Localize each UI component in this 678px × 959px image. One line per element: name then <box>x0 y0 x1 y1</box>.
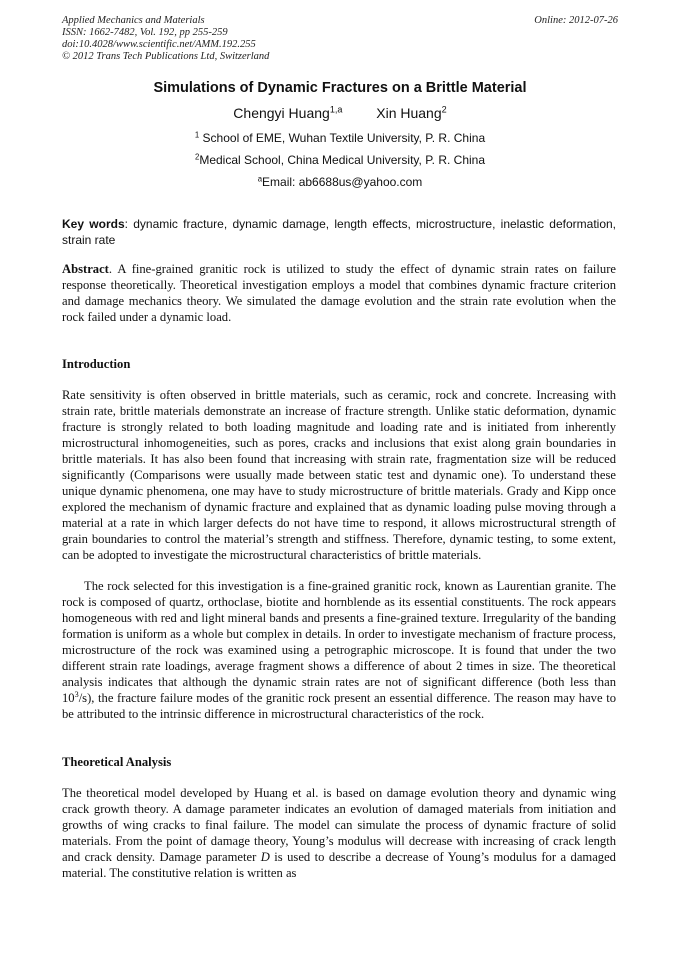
affiliation-email <box>62 175 618 189</box>
paragraph-text: /s), the fracture failure modes of the granitic rock present an essential difference. The reason may have to be attributed to the intrinsic difference in microstructural characteristics of the rock. <box>62 690 616 721</box>
paragraph-text: is used to describe a decrease of Young’s modulus for a damaged material. The constitutive relation is written as <box>62 849 616 880</box>
section-heading-introduction: Introduction <box>62 357 131 371</box>
journal-header <box>62 15 618 63</box>
journal-name: Applied Mechanics and Materials <box>62 15 205 26</box>
introduction-paragraph-2 <box>62 579 616 723</box>
doi-line: doi:10.4028/www.scientific.net/AMM.192.255 <box>62 39 256 50</box>
affiliation-sup: 1 <box>194 130 200 140</box>
author-name: Chengyi Huang <box>233 105 330 121</box>
keywords-label: Key words <box>62 217 125 231</box>
affiliation-1 <box>62 131 618 145</box>
paragraph-text: The rock selected for this investigation is a fine-grained granitic rock, known as Laurentian granite. The rock is composed of quartz, orthoclase, biotite and hornblende as its essential constituents. The rock appears homogeneous with red and light mineral bands and presents a fine-grained texture. Irregularity of the banding formation is uniform as a whole but complex in details. In order to investigate mechanism of fracture process, microstructure of the rock was examined using a petrographic microscope. It is found that under the two different strain rate loadings, average fragment shows a difference of about 2 times in size. The theoretical analysis indicates that although the dynamic strain rates are not of significant difference (both less than 10 <box>62 579 616 705</box>
affiliation-text: Medical School, China Medical University, P. R. China <box>199 153 486 167</box>
keywords <box>62 216 616 248</box>
affiliation-sup: 2 <box>194 152 200 162</box>
abstract-text: . A fine-grained granitic rock is utilized to study the effect of dynamic strain rates on failure response theoretically. Theoretical investigation employs a model that combines dynamic fracture criterion and damage mechanics theory. We simulated the damage evolution and the strain rate evolution when the rock failed under a dynamic load. <box>62 262 616 324</box>
author-name: Xin Huang <box>376 105 442 121</box>
affiliation-2 <box>62 153 618 167</box>
keywords-text: : dynamic fracture, dynamic damage, length effects, microstructure, inelastic deformation, strain rate <box>62 217 616 247</box>
affiliation-sup: a <box>257 174 263 184</box>
affiliation-text: Email: ab6688us@yahoo.com <box>262 175 423 189</box>
theory-paragraph-1 <box>62 786 616 882</box>
affiliation-text: School of EME, Wuhan Textile University, P. R. China <box>199 131 486 145</box>
copyright-line: © 2012 Trans Tech Publications Ltd, Switzerland <box>62 51 270 62</box>
paragraph-text: The theoretical model developed by Huang et al. is based on damage evolution theory and dynamic wing crack growth theory. A damage parameter indicates an evolution of damaged materials from initiation and growths of wing cracks to final failure. The model can simulate the process of dynamic fracture of solid materials. From the point of damage theory, Young’s modulus will decrease with increasing of crack length and crack density. Damage parameter <box>62 786 616 864</box>
online-date: Online: 2012-07-26 <box>534 15 618 26</box>
issn-line: ISSN: 1662-7482, Vol. 192, pp 255-259 <box>62 27 228 38</box>
paper-title: Simulations of Dynamic Fractures on a Brittle Material <box>153 80 527 96</box>
variable-d: D <box>260 849 270 864</box>
abstract <box>62 262 616 326</box>
exponent: 3 <box>74 689 79 699</box>
introduction-paragraph-1: Rate sensitivity is often observed in brittle materials, such as ceramic, rock and concrete. Increasing with strain rate, brittle materials demonstrate an increase of fracture strength. Unlike static deformation, dynamic fracture is strongly related to both loading magnitude and loading rate and is initiated from inherently microstructural inhomogeneities, such as pores, cracks and inclusions that exist along grain boundaries in brittle materials. It has also been found that increasing with strain rate, fragmentation size will be reduced significantly (Comparisons were usually made between static test and dynamic one). To understand these unique dynamic phenomena, one may have to study microstructure of brittle materials. Grady and Kipp once explored the mechanism of dynamic fracture and explained that as dynamic loading pulse moving through a material at a rate in which larger defects do not have time to respond, it allows microstructural strength of grain boundaries to control the material’s strength and stiffness. Therefore, dynamic testing, to some extent, can be adopted to investigate the microstructural characteristics of brittle materials. <box>62 388 616 562</box>
author-sup: 2 <box>441 104 447 115</box>
section-heading-theory: Theoretical Analysis <box>62 755 172 769</box>
abstract-label: Abstract <box>62 262 109 276</box>
author-sup: 1,a <box>329 104 343 115</box>
author-list <box>62 105 618 121</box>
